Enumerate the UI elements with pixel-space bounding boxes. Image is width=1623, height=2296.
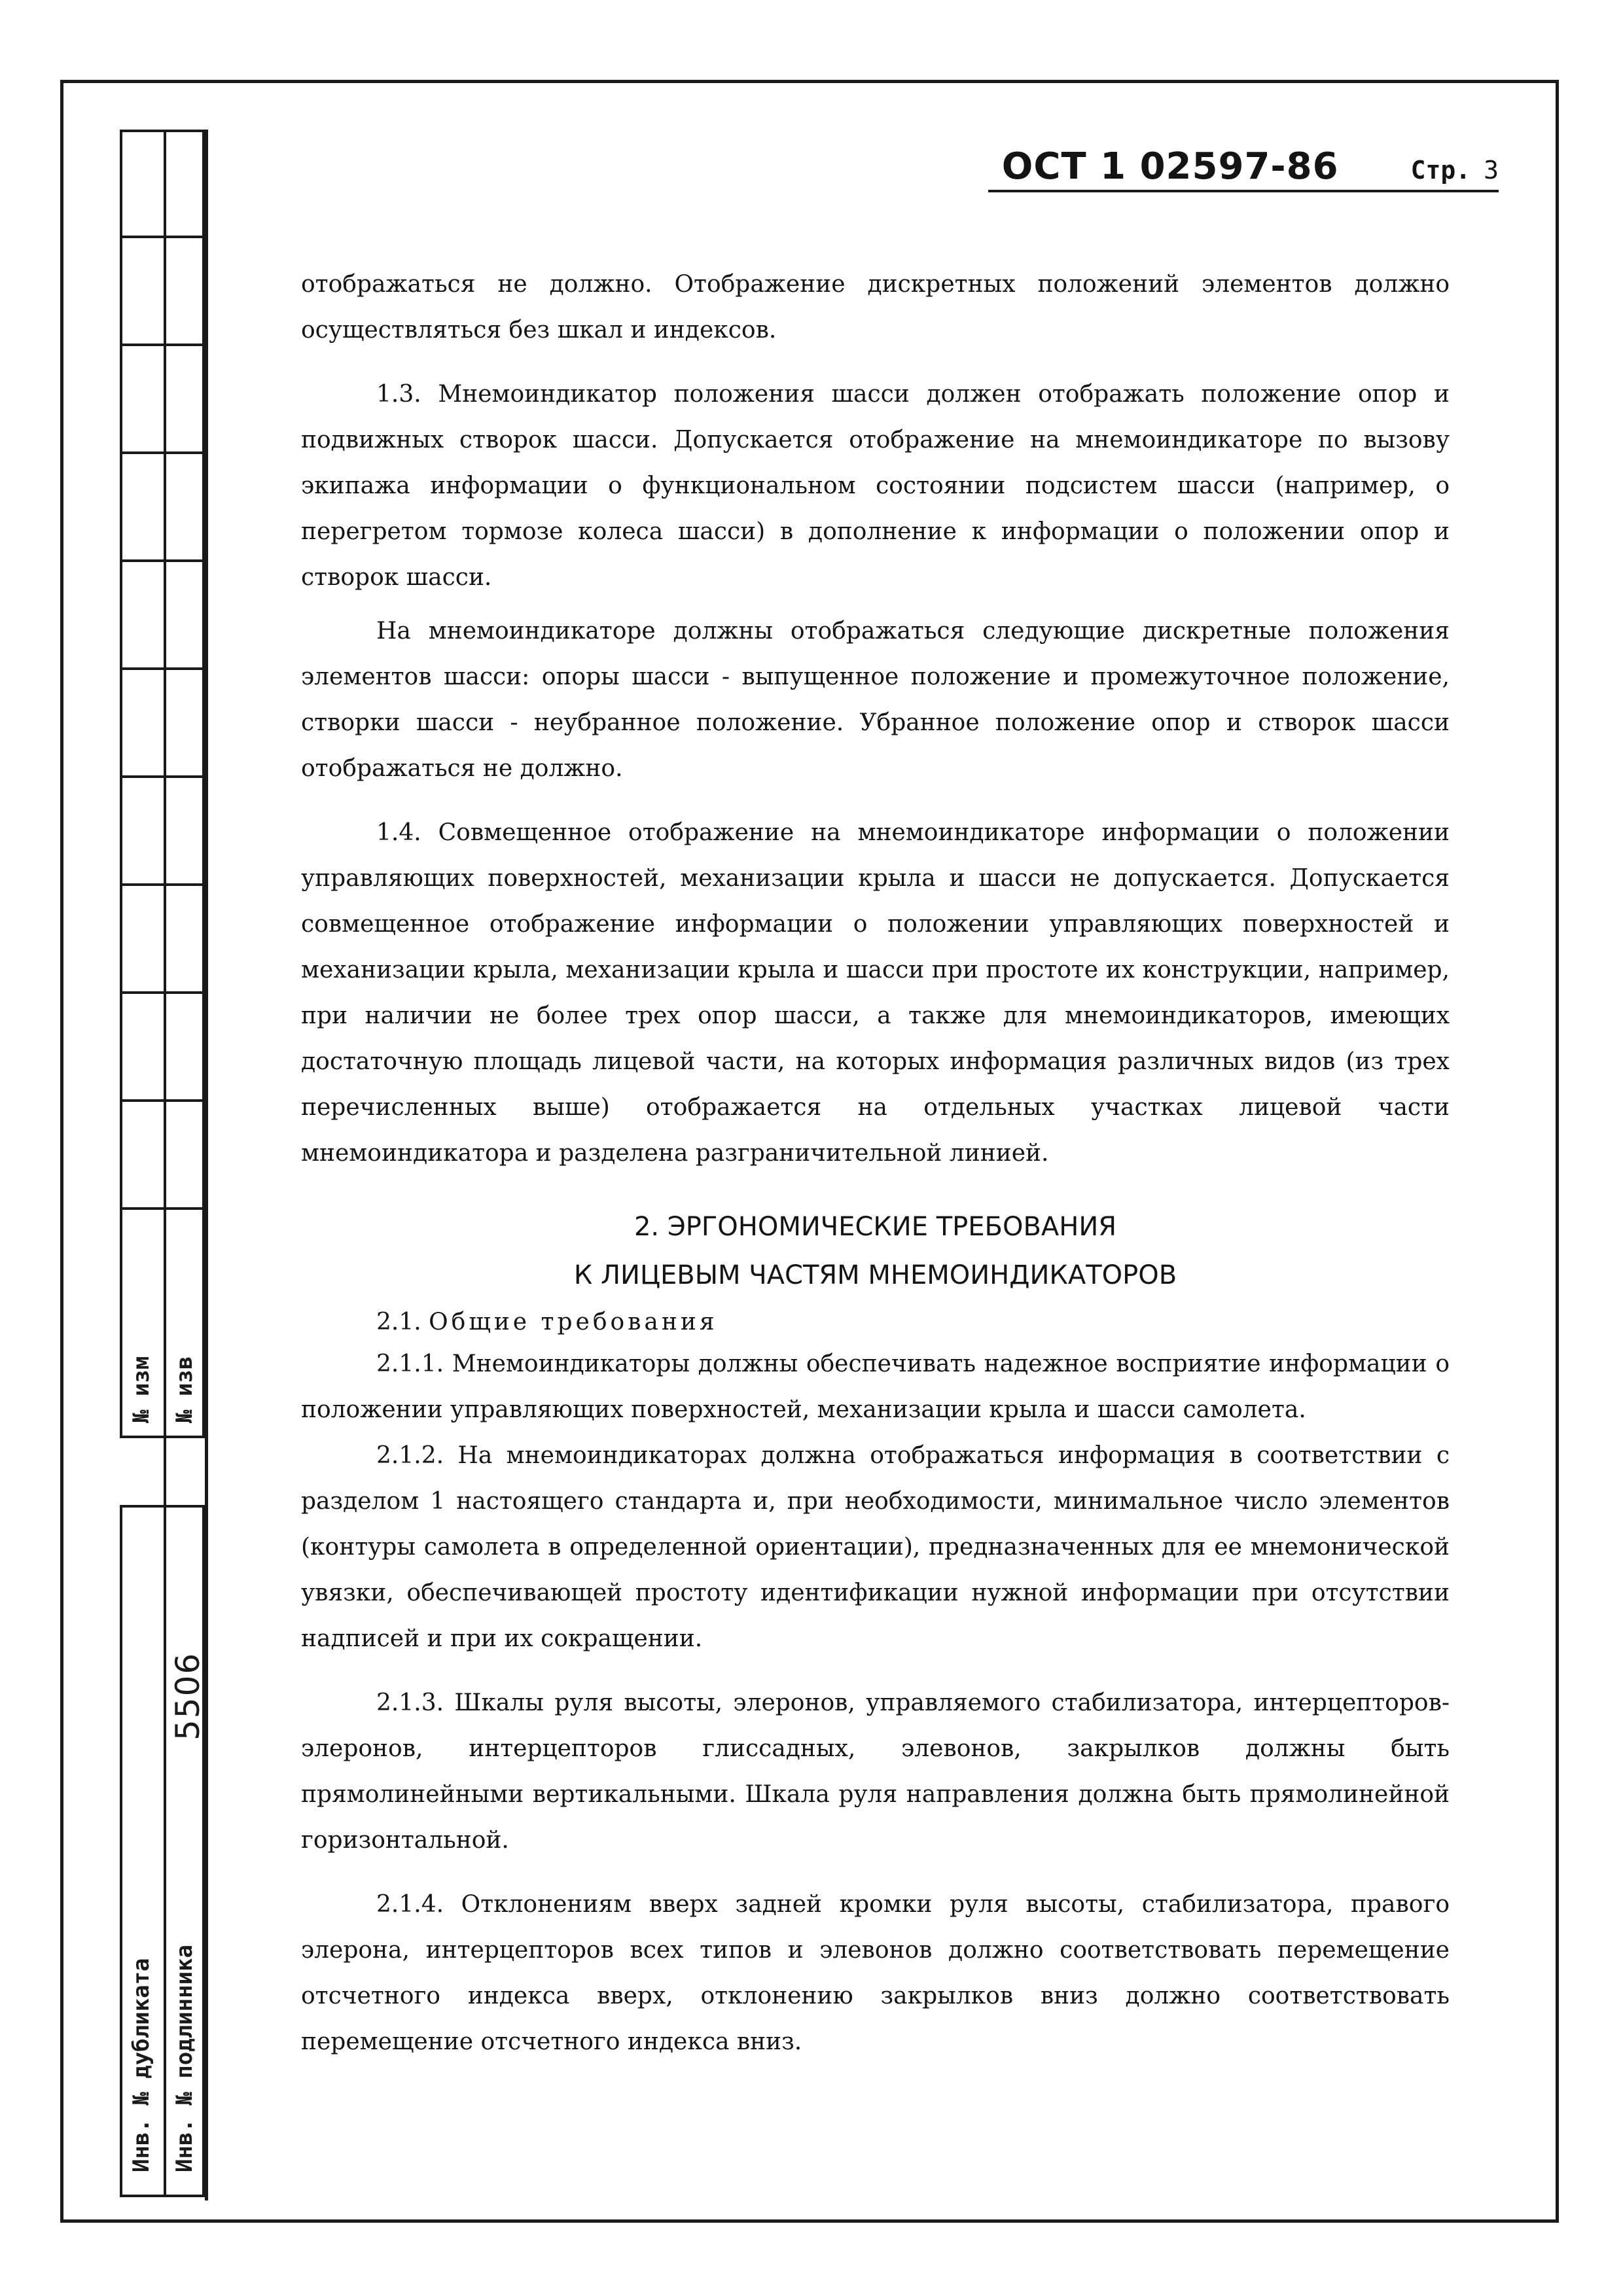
subsection-heading bbox=[301, 1303, 1450, 1341]
page-label: Стр. bbox=[1410, 156, 1471, 185]
document-code: ОСТ 1 02597-86 bbox=[1001, 145, 1339, 188]
podlinnik-label: Инв. № подлинника bbox=[171, 1945, 198, 2172]
paragraph: 2.1.1. Мнемоиндикаторы должны обеспечивать надежное восприятие информации о положении управляющих поверхностей, механизации крыла и шасси самолета. bbox=[301, 1351, 1450, 1423]
subsection-number: 2.1. bbox=[376, 1309, 421, 1335]
side-strip-cell-line bbox=[120, 667, 205, 670]
document-body bbox=[301, 262, 1450, 2065]
side-strip-cell-line bbox=[120, 1207, 205, 1210]
paragraph: 1.3. Мнемоиндикатор положения шасси должен отображать положение опор и подвижных створок шасси. Допускается отображение на мнемоиндикаторе по вызову экипажа информации о функциональном состоянии подсистем шасси (например, о перегретом тормозе колеса шасси) в дополнение к информации о положении опор и створок шасси. bbox=[301, 381, 1450, 591]
section-title: 2. ЭРГОНОМИЧЕСКИЕ ТРЕБОВАНИЯ bbox=[633, 1212, 1117, 1242]
page-header bbox=[1002, 145, 1499, 188]
inner-frame-line bbox=[205, 130, 208, 2200]
izv-label: № изв bbox=[171, 1356, 198, 1423]
page-number: 3 bbox=[1484, 156, 1499, 185]
paragraph: отображаться не должно. Отображение дискретных положений элементов должно осуществляться без шкал и индексов. bbox=[301, 271, 1450, 344]
subsection-title: Общие требования bbox=[429, 1309, 718, 1335]
side-strip-cell-line bbox=[120, 451, 205, 454]
side-strip-cell-line bbox=[120, 236, 205, 238]
paragraph: На мнемоиндикаторе должны отображаться следующие дискретные положения элементов шасси: опоры шасси - выпущенное положение и промежуточное положение, створки шасси - неубранное положение. Убранное положение опор и створок шасси отображаться не должно. bbox=[301, 618, 1450, 782]
side-strip-upper bbox=[120, 130, 205, 1438]
section-title: К ЛИЦЕВЫМ ЧАСТЯМ МНЕМОИНДИКАТОРОВ bbox=[573, 1260, 1177, 1290]
side-strip-cell-line bbox=[120, 991, 205, 994]
dublikat-label: Инв. № дубликата bbox=[128, 1958, 154, 2172]
side-strip-cell-line bbox=[120, 1099, 205, 1102]
paragraph: 2.1.3. Шкалы руля высоты, элеронов, управляемого стабилизатора, интерцепторов-элеронов, интерцепторов глиссадных, элевонов, закрылков должны быть прямолинейными вертикальными. Шкала руля направления должна быть прямолинейной горизонтальной. bbox=[301, 1689, 1450, 1854]
side-strip-cell-line bbox=[120, 559, 205, 562]
paragraph: 2.1.4. Отклонениям вверх задней кромки руля высоты, стабилизатора, правого элерона, интерцепторов всех типов и элевонов должно соответствовать перемещение отсчетного индекса вверх, отклонению закрылков вниз должно соответствовать перемещение отсчетного индекса вниз. bbox=[301, 1891, 1450, 2055]
side-strip-cell-line bbox=[120, 344, 205, 346]
paragraph: 2.1.2. На мнемоиндикаторах должна отображаться информация в соответствии с разделом 1 настоящего стандарта и, при необходимости, минимальное число элементов (контуры самолета в определенной ориентации), предназначенных для ее мнемонической увязки, обеспечивающей простоту идентификации нужной информации при отсутствии надписей и при их сокращении. bbox=[301, 1442, 1450, 1652]
header-rule bbox=[988, 190, 1499, 192]
side-strip-cell-line bbox=[120, 883, 205, 886]
paragraph: 1.4. Совмещенное отображение на мнемоиндикаторе информации о положении управляющих поверхностей, механизации крыла и шасси не допускается. Допускается совмещенное отображение информации о положении управляющих поверхностей и механизации крыла, механизации крыла и шасси при простоте их конструкции, например, при наличии не более трех опор шасси, а также для мнемоиндикаторов, имеющих достаточную площадь лицевой части, на которых информация различных видов (из трех перечисленных выше) отображается на отдельных участках лицевой части мнемоиндикатора и разделена разграничительной линией. bbox=[301, 819, 1450, 1167]
izm-label: № изм bbox=[128, 1356, 154, 1423]
podlinnik-number: 5506 bbox=[169, 1651, 207, 1740]
side-strip-cell-line bbox=[120, 775, 205, 778]
